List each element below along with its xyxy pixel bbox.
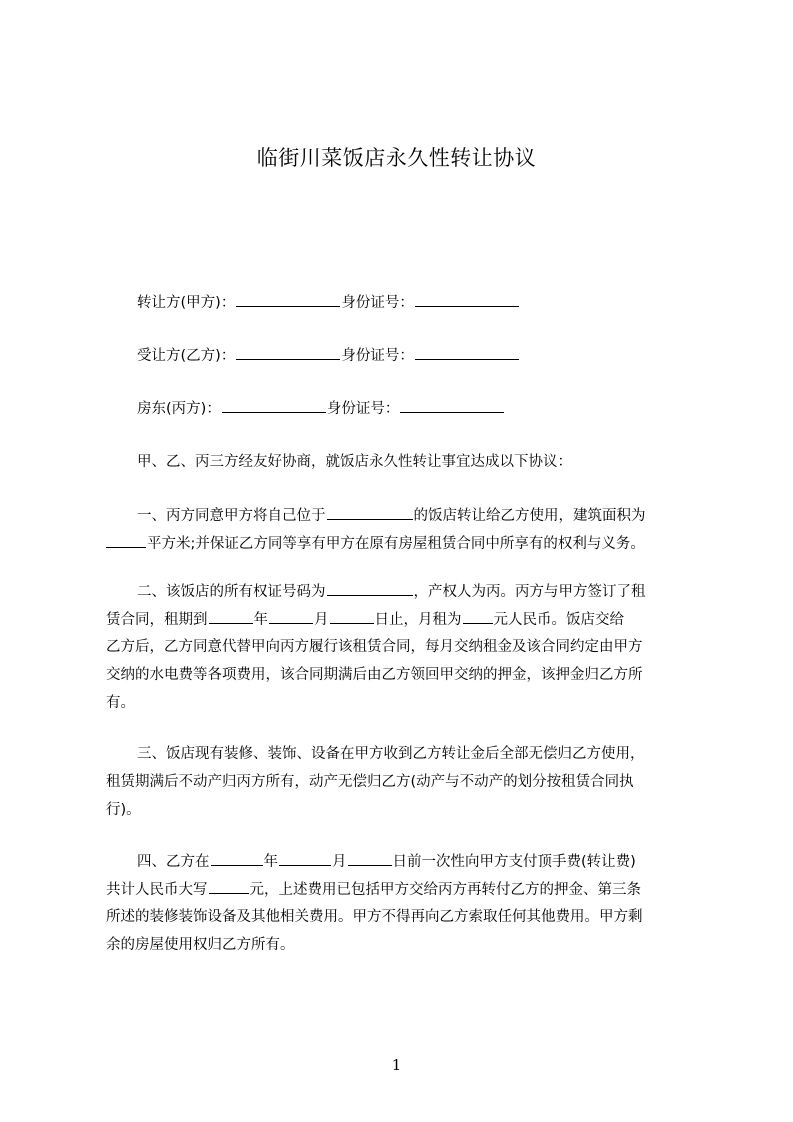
clause-2-line-4: 交纳的水电费等各项费用，该合同期满后由乙方领回甲交纳的押金，该押金归乙方所 xyxy=(106,667,643,683)
clause-2-text-a: 二、该饭店的所有权证号码为 xyxy=(137,584,326,600)
party-transferee-label: 受让方(乙方)： xyxy=(137,348,236,364)
transferee-id-blank xyxy=(415,345,519,360)
transferee-name-blank xyxy=(236,345,340,360)
clause-2-month-label: 月 xyxy=(314,612,329,628)
area-blank xyxy=(106,533,146,548)
landlord-id-label: 身份证号： xyxy=(326,401,400,417)
landlord-name-blank xyxy=(222,398,326,413)
party-transferor-line xyxy=(137,292,520,313)
location-blank xyxy=(327,505,413,520)
payment-year-blank xyxy=(211,851,263,866)
clause-4-line-4: 余的房屋使用权归乙方所有。 xyxy=(106,937,295,953)
clause-1-text-a: 一、丙方同意甲方将自己位于 xyxy=(137,508,326,524)
clause-2-text-c: 赁合同，租期到 xyxy=(106,612,208,628)
payment-month-blank xyxy=(279,851,331,866)
clause-2-year-label: 年 xyxy=(253,612,268,628)
transferee-id-label: 身份证号： xyxy=(341,348,414,364)
clause-1-line-2 xyxy=(106,533,645,554)
clause-4-text-c: 共计人民币大写 xyxy=(106,882,208,898)
transferor-name-blank xyxy=(236,292,340,307)
clause-1-text-c: 平方米;并保证乙方同等享有甲方在原有房屋租赁合同中所享有的权利与义务。 xyxy=(147,536,645,552)
clause-4-line-2 xyxy=(106,879,641,900)
clause-2-line-1 xyxy=(137,581,646,602)
party-landlord-line xyxy=(137,398,505,419)
clause-4-year-label: 年 xyxy=(263,854,278,870)
clause-4-text-b: 日前一次性向甲方支付顶手费(转让费) xyxy=(392,854,636,870)
lease-year-blank xyxy=(209,609,253,624)
page-title: 临街川菜饭店永久性转让协议 xyxy=(256,146,537,170)
clause-4-line-3: 所述的装修装饰设备及其他相关费用。甲方不得再向乙方索取任何其他费用。甲方剩 xyxy=(106,909,643,925)
lease-month-blank xyxy=(269,609,313,624)
landlord-id-blank xyxy=(400,398,504,413)
clause-4-text-d: 元，上述费用已包括甲方交给丙方再转付乙方的押金、第三条 xyxy=(249,882,641,898)
transferor-id-blank xyxy=(415,292,519,307)
transferor-id-label: 身份证号： xyxy=(341,295,414,311)
clause-2-line-2 xyxy=(106,609,624,630)
clause-4-month-label: 月 xyxy=(332,854,347,870)
party-landlord-label: 房东(丙方)： xyxy=(137,401,221,417)
clause-2-line-3: 乙方后，乙方同意代替甲向丙方履行该租赁合同，每月交纳租金及该合同约定由甲方 xyxy=(106,639,643,655)
intro-paragraph: 甲、乙、丙三方经友好协商，就饭店永久性转让事宜达成以下协议： xyxy=(137,454,572,470)
ownership-cert-blank xyxy=(327,581,413,596)
clause-2-text-e: 元人民币。饭店交给 xyxy=(493,612,624,628)
clause-3-line-2: 租赁期满后不动产归丙方所有，动产无偿归乙方(动产与不动产的划分按租赁合同执 xyxy=(106,774,634,790)
amount-words-blank xyxy=(209,879,249,894)
clause-1-line-1 xyxy=(137,505,646,526)
clause-2-text-d: 日止，月租为 xyxy=(374,612,462,628)
clause-3-line-3: 行)。 xyxy=(106,802,141,818)
clause-2-line-5: 有。 xyxy=(106,695,135,711)
monthly-rent-blank xyxy=(463,609,493,624)
page-number: 1 xyxy=(391,1056,402,1074)
clause-1-text-b: 的饭店转让给乙方使用，建筑面积为 xyxy=(413,508,646,524)
clause-2-text-b: ，产权人为丙。丙方与甲方签订了租 xyxy=(413,584,646,600)
lease-day-blank xyxy=(330,609,374,624)
clause-4-text-a: 四、乙方在 xyxy=(137,854,210,870)
clause-3-line-1: 三、饭店现有装修、装饰、设备在甲方收到乙方转让金后全部无偿归乙方使用， xyxy=(137,746,645,762)
clause-4-line-1 xyxy=(137,851,636,872)
party-transferor-label: 转让方(甲方)： xyxy=(137,295,236,311)
party-transferee-line xyxy=(137,345,520,366)
payment-day-blank xyxy=(348,851,392,866)
